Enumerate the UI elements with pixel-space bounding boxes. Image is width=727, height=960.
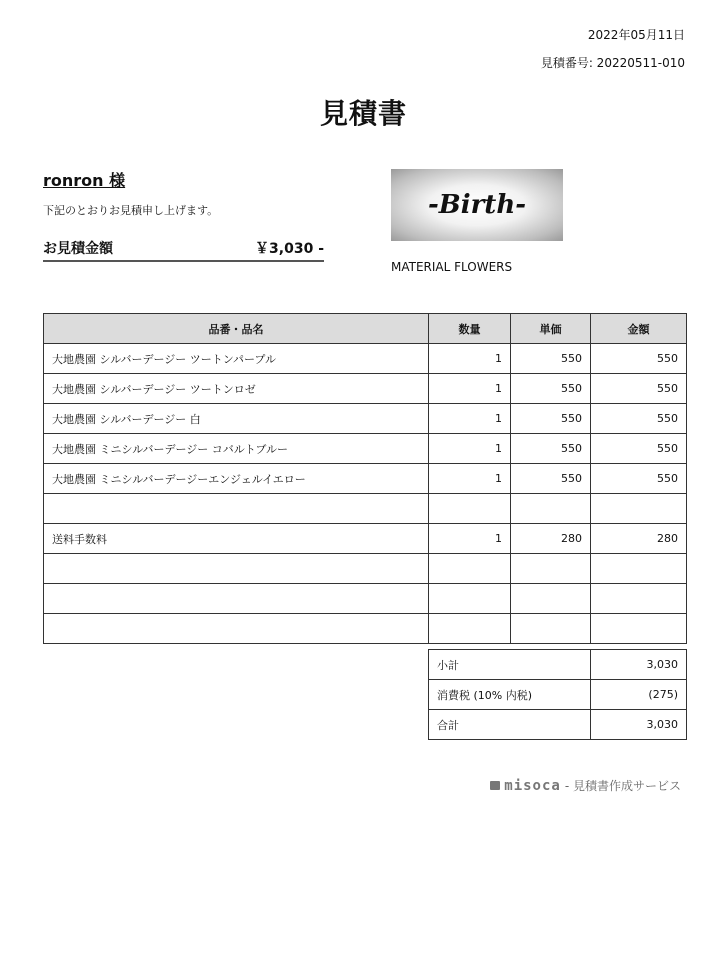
item-name-cell: 大地農園 シルバーデージー ツートンロゼ	[44, 374, 429, 404]
quantity-cell	[429, 614, 511, 644]
unit-price-cell: 550	[511, 374, 591, 404]
unit-price-cell	[511, 554, 591, 584]
company-logo: -Birth-	[391, 169, 563, 241]
item-name-cell: 大地農園 ミニシルバーデージーエンジェルイエロー	[44, 464, 429, 494]
table-row	[44, 614, 687, 644]
totals-table	[428, 649, 687, 740]
table-row	[44, 344, 687, 374]
unit-price-cell: 550	[511, 464, 591, 494]
item-name-cell	[44, 614, 429, 644]
table-row	[44, 464, 687, 494]
amount-cell: 280	[591, 524, 687, 554]
header-amount: 金額	[591, 314, 687, 344]
item-name-cell	[44, 584, 429, 614]
subtotal-label: 小計	[429, 650, 591, 680]
amount-cell	[591, 554, 687, 584]
amount-cell: 550	[591, 464, 687, 494]
table-row	[44, 374, 687, 404]
item-name-cell: 大地農園 シルバーデージー 白	[44, 404, 429, 434]
table-row	[44, 524, 687, 554]
tax-label: 消費税 (10% 内税)	[429, 680, 591, 710]
item-name-cell	[44, 554, 429, 584]
item-name-cell: 大地農園 シルバーデージー ツートンパープル	[44, 344, 429, 374]
quote-amount-label: お見積金額	[43, 241, 113, 257]
amount-cell: 550	[591, 404, 687, 434]
items-table	[43, 313, 687, 644]
tax-value: (275)	[591, 680, 687, 710]
total-label: 合計	[429, 710, 591, 740]
unit-price-cell	[511, 614, 591, 644]
subtotal-value: 3,030	[591, 650, 687, 680]
footer	[490, 777, 681, 794]
total-row	[429, 710, 687, 740]
quantity-cell	[429, 584, 511, 614]
amount-cell	[591, 584, 687, 614]
page-title: 見積書	[319, 97, 407, 130]
unit-price-cell: 550	[511, 344, 591, 374]
quote-amount-value: ￥3,030 -	[255, 241, 324, 257]
quote-number: 見積番号: 20220511-010	[540, 56, 685, 70]
amount-cell	[591, 614, 687, 644]
unit-price-cell	[511, 584, 591, 614]
amount-cell: 550	[591, 374, 687, 404]
table-row	[44, 404, 687, 434]
unit-price-cell: 550	[511, 434, 591, 464]
table-row	[44, 584, 687, 614]
subtotal-row	[429, 650, 687, 680]
amount-cell: 550	[591, 434, 687, 464]
header-unit-price: 単価	[511, 314, 591, 344]
quantity-cell: 1	[429, 374, 511, 404]
quantity-cell	[429, 494, 511, 524]
customer-name: ronron 様	[43, 171, 126, 190]
intro-text: 下記のとおりお見積申し上げます。	[43, 204, 219, 217]
item-name-cell: 送料手数料	[44, 524, 429, 554]
table-header-row	[44, 314, 687, 344]
quantity-cell: 1	[429, 404, 511, 434]
unit-price-cell: 550	[511, 404, 591, 434]
footer-brand: misoca	[504, 777, 561, 794]
quantity-cell	[429, 554, 511, 584]
table-row	[44, 554, 687, 584]
quote-date: 2022年05月11日	[587, 28, 685, 42]
item-name-cell: 大地農園 ミニシルバーデージー コバルトブルー	[44, 434, 429, 464]
unit-price-cell	[511, 494, 591, 524]
amount-cell: 550	[591, 344, 687, 374]
header-item-name: 品番・品名	[44, 314, 429, 344]
misoca-logo-icon	[490, 781, 500, 790]
unit-price-cell: 280	[511, 524, 591, 554]
tax-row	[429, 680, 687, 710]
company-name: MATERIAL FLOWERS	[391, 260, 513, 274]
quote-amount	[43, 238, 324, 262]
table-row	[44, 494, 687, 524]
item-name-cell	[44, 494, 429, 524]
amount-cell	[591, 494, 687, 524]
header-quantity: 数量	[429, 314, 511, 344]
total-value: 3,030	[591, 710, 687, 740]
table-row	[44, 434, 687, 464]
quantity-cell: 1	[429, 464, 511, 494]
footer-service: - 見積書作成サービス	[564, 779, 681, 793]
quantity-cell: 1	[429, 524, 511, 554]
quantity-cell: 1	[429, 344, 511, 374]
quantity-cell: 1	[429, 434, 511, 464]
